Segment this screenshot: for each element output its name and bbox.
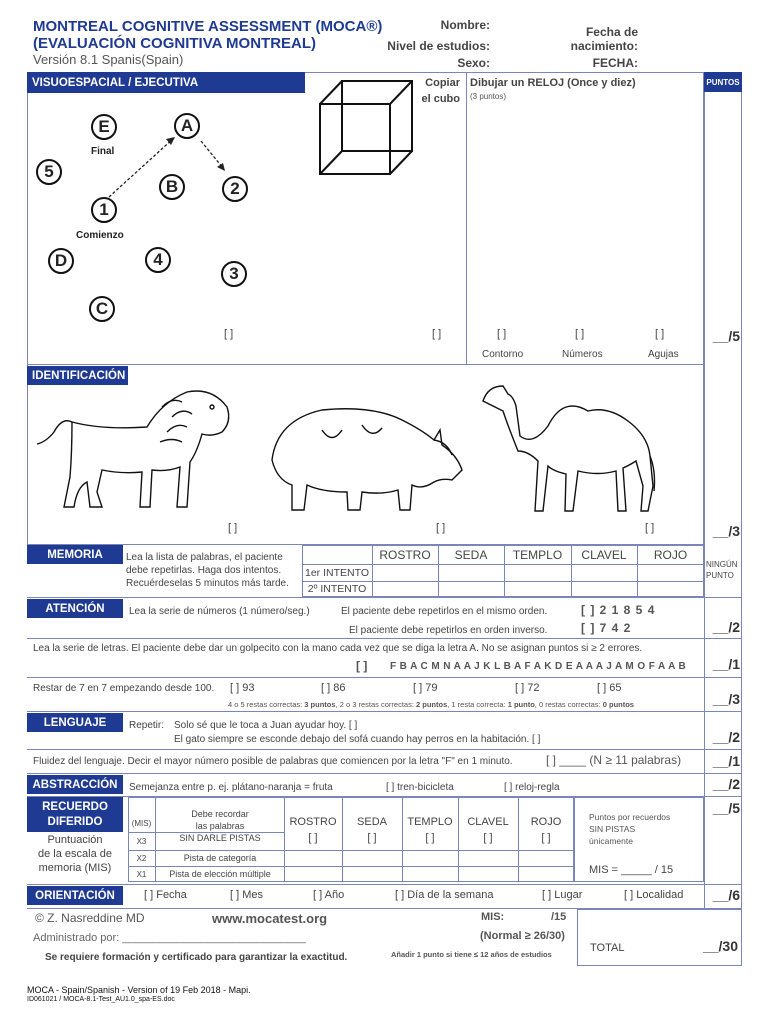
puntuacion-3: memoria (MIS) xyxy=(38,862,112,874)
trail-node-3: 3 xyxy=(221,261,247,287)
memoria-word-templo: TEMPLO xyxy=(512,547,563,562)
resta-86[interactable]: [ ] 86 xyxy=(321,682,346,694)
recuerdo-score[interactable]: __/5 xyxy=(712,800,740,816)
doc-id: ID061021 / MOCA-8.1-Test_AU1.0_spa-ES.doc xyxy=(27,996,175,1003)
camel-checkbox[interactable]: [ ] xyxy=(645,522,655,534)
visuo-score[interactable]: __/5 xyxy=(712,328,740,344)
frase-1[interactable]: Solo sé que le toca a Juan ayudar hoy. [ ] xyxy=(174,720,358,731)
fluidez-instr: Fluidez del lenguaje. Decir el mayor número posible de palabras que comiencen por la letra "F" en 1 minuto. xyxy=(33,756,513,767)
mis-field[interactable]: MIS = _____ / 15 xyxy=(589,864,674,876)
atencion-inverso: El paciente debe repetirlos en orden inverso. xyxy=(349,625,548,636)
puntos-recuerdo xyxy=(589,811,670,847)
atencion-heading: ATENCIÓN xyxy=(27,599,123,618)
x2-label: X2 xyxy=(136,853,147,863)
abstraccion-top-line xyxy=(27,773,742,774)
trail-node-c: C xyxy=(89,296,115,322)
orient-fecha[interactable]: [ ] Fecha xyxy=(144,889,187,901)
trail-node-4: 4 xyxy=(145,247,171,273)
ident-score[interactable]: __/3 xyxy=(712,523,740,539)
recuerdo-heading-1: RECUERDO xyxy=(42,800,108,813)
total-score[interactable]: __/30 xyxy=(702,938,738,954)
repetir-label: Repetir: xyxy=(129,720,165,731)
nombre-label: Nombre: xyxy=(440,18,490,32)
puntuacion-mis xyxy=(27,833,123,875)
comienzo-label: Comienzo xyxy=(76,230,124,241)
memoria-instr-2: debe repetirlas. Haga dos intentos. xyxy=(126,565,282,576)
reloj-points: (3 puntos) xyxy=(470,92,507,101)
tren-bicicleta-checkbox[interactable]: [ ] tren-bicicleta xyxy=(386,782,454,793)
lion-checkbox[interactable]: [ ] xyxy=(228,522,238,534)
recuerdo-check-seda[interactable]: [ ] xyxy=(367,832,377,844)
mis-footer-value: /15 xyxy=(551,911,567,923)
lenguaje-top-line xyxy=(27,711,742,712)
puntos-recuerdo-1: Puntos por recuerdos xyxy=(589,812,671,822)
rhino-icon xyxy=(262,400,472,525)
rhino-checkbox[interactable]: [ ] xyxy=(436,522,446,534)
punto-label: PUNTO xyxy=(706,571,734,580)
memoria-word-rojo: ROJO xyxy=(653,547,688,562)
serie-inversa[interactable]: [ ] 7 4 2 xyxy=(581,621,632,635)
ident-heading: IDENTIFICACIÓN xyxy=(27,366,128,385)
fluidez-field[interactable]: [ ] ____ (N ≥ 11 palabras) xyxy=(546,753,682,767)
puntos-recuerdo-3: únicamente xyxy=(589,836,633,846)
puntos-heading: PUNTOS xyxy=(704,72,742,92)
abstraccion-heading: ABSTRACCIÓN xyxy=(27,775,123,794)
memoria-word-rostro: ROSTRO xyxy=(379,547,431,562)
fecha-nac-label-1: Fecha de xyxy=(585,25,638,39)
atencion-score-1[interactable]: __/2 xyxy=(712,619,740,635)
resta-79[interactable]: [ ] 79 xyxy=(413,682,438,694)
trail-node-5: 5 xyxy=(36,159,62,185)
title-line-1: MONTREAL COGNITIVE ASSESSMENT (MOCA®) xyxy=(33,18,383,35)
orient-mes[interactable]: [ ] Mes xyxy=(230,889,264,901)
x3-label: X3 xyxy=(136,836,147,846)
resta-72[interactable]: [ ] 72 xyxy=(515,682,540,694)
restar-top-line xyxy=(27,677,742,678)
cube-drawing xyxy=(312,76,422,181)
contorno-label: Contorno xyxy=(482,349,524,360)
restas-scoring-1: 4 o 5 restas correctas: xyxy=(228,700,305,709)
abstraccion-instr: Semejanza entre p. ej. plátano-naranja = fruta xyxy=(129,782,333,793)
recuerdo-heading xyxy=(27,797,123,832)
version-label: Versión 8.1 Spanis(Spain) xyxy=(33,52,184,67)
memoria-instr-1: Lea la lista de palabras, el paciente xyxy=(126,552,283,563)
memoria-word-clavel: CLAVEL xyxy=(581,547,627,562)
restas-scoring-7: , 0 restas correctas: xyxy=(534,700,603,709)
restas-scoring xyxy=(228,700,634,709)
numeros-label: Números xyxy=(562,349,603,360)
reloj-label: Dibujar un RELOJ (Once y diez) xyxy=(470,77,636,89)
clock-divider xyxy=(466,72,467,365)
orient-lugar[interactable]: [ ] Lugar xyxy=(542,889,583,901)
title-line-2: (EVALUACIÓN COGNITIVA MONTREAL) xyxy=(33,35,317,52)
trail-checkbox[interactable]: [ ] xyxy=(224,328,234,340)
anadir-note: Añadir 1 punto si tiene ≤ 12 años de estudios xyxy=(391,950,552,959)
atencion-score-3[interactable]: __/3 xyxy=(712,691,740,707)
frase-2[interactable]: El gato siempre se esconde debajo del sofá cuando hay perros en la habitación. [ ] xyxy=(174,734,541,745)
atencion-top-line xyxy=(27,597,742,598)
administrado-por[interactable]: Administrado por: ______________________________ xyxy=(33,932,306,944)
numeros-checkbox[interactable]: [ ] xyxy=(575,328,585,340)
pista-multiple: Pista de elección múltiple xyxy=(169,869,271,879)
memoria-word-seda: SEDA xyxy=(454,547,488,562)
letras-serie: F B A C M N A A J K L B A F A K D E A A A J A M O F A A B xyxy=(390,661,687,672)
puntuacion-1: Puntuación xyxy=(47,834,103,846)
restas-scoring-4: 2 puntos xyxy=(416,700,448,709)
debe-recordar-2: las palabras xyxy=(195,821,245,831)
fecha-nac-label-2: nacimiento: xyxy=(570,39,638,53)
resta-65[interactable]: [ ] 65 xyxy=(597,682,622,694)
form-title xyxy=(33,18,382,52)
recuerdo-check-rostro[interactable]: [ ] xyxy=(308,832,318,844)
recuerdo-word-templo: TEMPLO xyxy=(407,816,453,828)
mis-footer-label: MIS: xyxy=(481,911,505,923)
orient-localidad[interactable]: [ ] Localidad xyxy=(624,889,684,901)
recuerdo-check-templo[interactable]: [ ] xyxy=(425,832,435,844)
intento-2-label: 2º INTENTO xyxy=(307,583,367,595)
orient-dia[interactable]: [ ] Día de la semana xyxy=(395,889,494,901)
restas-scoring-5: , 1 resta correcta: xyxy=(447,700,508,709)
orientacion-heading: ORIENTACIÓN xyxy=(27,886,123,905)
trail-node-2: 2 xyxy=(222,176,248,202)
letras-instr: Lea la serie de letras. El paciente debe dar un golpecito con la mano cada vez que se diga la letra A. No se asignan puntos si ≥ 2 errores. xyxy=(33,643,643,654)
doc-version: MOCA - Spain/Spanish - Version of 19 Feb 2018 - Mapi. xyxy=(27,985,251,995)
pista-categoria: Pista de categoría xyxy=(183,853,257,863)
cube-checkbox[interactable]: [ ] xyxy=(432,328,442,340)
debe-recordar xyxy=(156,808,284,844)
fluidez-top-line xyxy=(27,749,742,750)
estudios-label: Nivel de estudios: xyxy=(387,39,490,53)
recuerdo-word-rojo: ROJO xyxy=(530,816,562,828)
total-label: TOTAL xyxy=(590,942,625,954)
trail-node-1: 1 xyxy=(91,197,117,223)
trail-node-d: D xyxy=(48,248,74,274)
restar-instr: Restar de 7 en 7 empezando desde 100. xyxy=(33,683,215,694)
copiar-label-2: el cubo xyxy=(421,93,460,105)
orientacion-score[interactable]: __/6 xyxy=(712,887,740,903)
contorno-checkbox[interactable]: [ ] xyxy=(497,328,507,340)
letras-checkbox[interactable]: [ ] xyxy=(356,659,368,673)
trail-node-a: A xyxy=(174,113,200,139)
recuerdo-word-seda: SEDA xyxy=(357,816,387,828)
sexo-label: Sexo: xyxy=(457,56,490,70)
agujas-label: Agujas xyxy=(648,349,679,360)
atencion-orden: El paciente debe repetirlos en el mismo orden. xyxy=(341,606,548,617)
restas-scoring-8: 0 puntos xyxy=(602,700,634,709)
visuo-heading: VISUOESPACIAL / EJECUTIVA xyxy=(27,72,305,93)
restas-scoring-3: , 2 o 3 restas correctas: xyxy=(335,700,416,709)
ningun-punto xyxy=(706,559,738,581)
website-link[interactable]: www.mocatest.org xyxy=(212,911,328,926)
normal-range: (Normal ≥ 26/30) xyxy=(480,930,565,942)
memoria-heading: MEMORIA xyxy=(27,545,123,564)
memoria-instructions xyxy=(126,551,302,590)
memoria-instr-3: Recuérdeselas 5 minutos más tarde. xyxy=(126,578,289,589)
ningun-label: NINGÚN xyxy=(706,560,738,569)
recuerdo-check-rojo[interactable]: [ ] xyxy=(541,832,551,844)
trail-node-e: E xyxy=(91,114,117,140)
recuerdo-word-clavel: CLAVEL xyxy=(467,816,509,828)
copiar-label-1: Copiar xyxy=(425,77,460,89)
mis-label: (MIS) xyxy=(131,819,152,828)
orient-ano[interactable]: [ ] Año xyxy=(313,889,345,901)
agujas-checkbox[interactable]: [ ] xyxy=(655,328,665,340)
orientacion-top-line xyxy=(27,884,742,885)
x1-label: X1 xyxy=(136,869,147,879)
camel-icon xyxy=(478,376,658,521)
debe-recordar-1: Debe recordar xyxy=(191,809,249,819)
recuerdo-check-clavel[interactable]: [ ] xyxy=(483,832,493,844)
reloj-regla-checkbox[interactable]: [ ] reloj-regla xyxy=(504,782,560,793)
puntuacion-2: de la escala de xyxy=(38,848,112,860)
recuerdo-word-rostro: ROSTRO xyxy=(289,816,337,828)
letras-top-line xyxy=(27,638,742,639)
recuerdo-heading-2: DIFERIDO xyxy=(47,815,103,828)
lenguaje-heading: LENGUAJE xyxy=(27,713,123,732)
trail-connections xyxy=(27,93,307,343)
atencion-instr: Lea la serie de números (1 número/seg.) xyxy=(129,606,310,617)
lion-icon xyxy=(32,382,242,522)
final-label: Final xyxy=(91,146,115,157)
abstraccion-score[interactable]: __/2 xyxy=(712,776,740,792)
restas-scoring-2: 3 puntos xyxy=(304,700,336,709)
lenguaje-score-2[interactable]: __/1 xyxy=(712,753,740,769)
puntos-recuerdo-2: SIN PISTAS xyxy=(589,824,636,834)
trail-node-b: B xyxy=(159,174,185,200)
serie-directa[interactable]: [ ] 2 1 8 5 4 xyxy=(581,603,656,617)
copyright: © Z. Nasreddine MD xyxy=(35,911,145,925)
formacion-note: Se requiere formación y certificado para garantizar la exactitud. xyxy=(45,952,348,963)
lenguaje-score-1[interactable]: __/2 xyxy=(712,729,740,745)
intento-1-label: 1er INTENTO xyxy=(305,566,369,579)
atencion-score-2[interactable]: __/1 xyxy=(712,656,740,672)
restas-scoring-6: 1 punto xyxy=(507,700,535,709)
debe-recordar-3: SIN DARLE PISTAS xyxy=(179,833,261,843)
resta-93[interactable]: [ ] 93 xyxy=(230,682,255,694)
fecha-label: FECHA: xyxy=(592,56,638,70)
